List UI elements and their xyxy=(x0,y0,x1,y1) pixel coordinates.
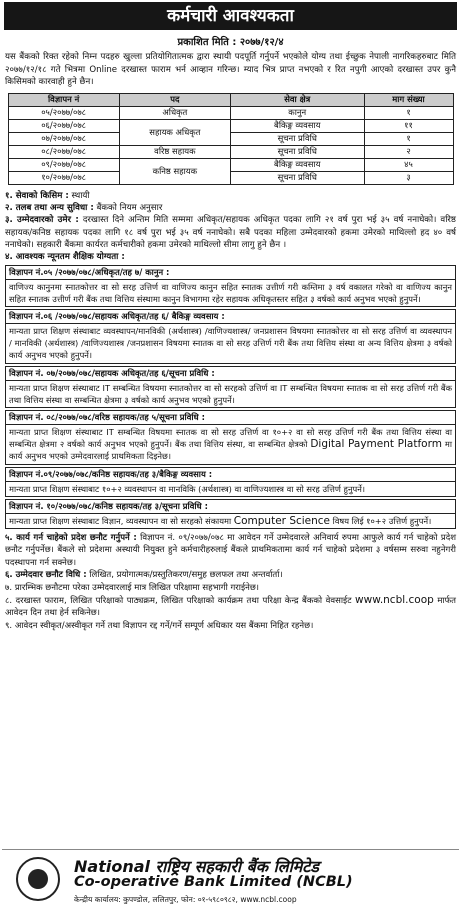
demand-count: २ xyxy=(364,145,453,158)
post: वरिष्ठ सहायक xyxy=(119,145,230,158)
qualification-heading-05: विज्ञापन नं.०५ /२०७७/०७८/अधिकृत/तह ७/ कानुन : xyxy=(6,266,455,280)
qualification-heading-08: विज्ञापन नं. ०८/२०७७/०७८/वरिष्ठ सहायक/तह ५/सूचना प्रविधि : xyxy=(6,411,455,425)
qualification-box-06 xyxy=(5,309,456,364)
vacancy-table xyxy=(8,93,454,185)
adv-no: ०५/२०७७/०७८ xyxy=(8,106,119,119)
candidate-age: ३. उम्मेदवारको उमेर : दरखास्त दिने अन्तिम मिति सम्ममा अधिकृत/सहायक अधिकृत पदका लागि २१ वर्ष पुरा भई ३५ वर्ष ननाघेको। वरिष्ठ सहायक/कनिष्ठ सहायक पदका लागि १८ वर्ष पुरा भई ३५ वर्ष ननाघेको। सबै पदका महिला उम्मेदवारको हकमा उमेरको माथिल्लो हद ४० वर्ष ननाघेको। सहकारी बैंकमा कार्यरत कर्मचारीको हकमा उमेरको माथिल्लो सीमा लागु हुने छैन । xyxy=(5,215,456,250)
qualification-heading-06: विज्ञापन नं.०६ /२०७७/०७८/सहायक अधिकृत/तह ६/ बैकिङ्ग व्यवसाय : xyxy=(6,310,455,324)
table-row xyxy=(8,132,453,145)
conditions-list xyxy=(5,190,456,264)
qualification-box-08 xyxy=(5,410,456,465)
service-area: कानुन xyxy=(231,106,365,119)
qualification-text-05: वाणिज्य कानुनमा स्नातकोत्तर वा सो सरह उत्तिर्ण वा वाणिज्य कानुन सहित स्नातक उत्तीर्ण गरी कम्तिमा ३ वर्ष वकालत गरेको वा वाणिज्य कानुन सहित स्नातक उत्तीर्ण गरी बैंक तथा वित्तिय संस्थामा कानुन विभागमा रहेर सहायक अधिकृतस्तर सहित ३ वर्षको कार्य अनुभव भएको हुनुपर्ने। xyxy=(9,281,452,304)
qualification-box-09 xyxy=(5,467,456,497)
qualification-text-09: मान्यता प्राप्त शिक्षण संस्थाबाट १०+२ व्यवस्थापन वा मानविकि (अर्थशास्त्र) वा वाणिज्यशास्त्र वा सो सरह उत्तिर्ण हुनुपर्ने। xyxy=(9,483,366,494)
computer-science: Computer Science xyxy=(233,514,331,527)
adv-no: ०६/२०७७/०७८ xyxy=(8,119,119,132)
qualification-text-07: मान्यता प्राप्त शिक्षण संस्थाबाट IT सम्बन्धित विषयमा स्नातकोत्तर वा सो सरहको उत्तिर्ण वा IT सम्बन्धित विषयमा स्नातक वा सो सरह उत्तिर्ण गरी बैंक तथा वित्तिय संस्था वा सम्बन्धित क्षेत्रमा ३ वर्षको कार्य अनुभव भएको हुनुपर्ने। xyxy=(9,382,452,405)
job-vacancy-notice xyxy=(2,2,459,912)
application-website: ८. दरखास्त फाराम, लिखित परिक्षाको पाठ्यक्रम, लिखित परिक्षाको कार्यक्रम तथा परिक्षा केन्द्र बैंकको वेवसाईट www.ncbl.coop मार्फत आवेदन दिन तथा हेर्न सकिनेछ। xyxy=(5,594,456,619)
bank-name-line1: National राष्ट्रिय सहकारी बैंक लिमिटेड xyxy=(74,857,319,876)
col-service-area: सेवा क्षेत्र xyxy=(231,93,365,106)
demand-count: १ xyxy=(364,132,453,145)
table-row xyxy=(8,145,453,158)
bank-name-line2: Co-operative Bank Limited (NCBL) xyxy=(74,874,353,890)
qualification-text-10: मान्यता प्राप्त शिक्षण संस्थाबाट विज्ञान, व्यवस्थापन वा सो सरहको संकायमा Computer Science विषय लिई १०+२ उत्तिर्ण हुनुपर्ने। xyxy=(9,514,432,527)
demand-count: ११ xyxy=(364,119,453,132)
notice-title: कर्मचारी आवश्यकता xyxy=(4,2,457,30)
qualification-heading-09: विज्ञापन नं.०९/२०७७/०७८/कनिष्ठ सहायक/तह ३/बैकिङ्ग व्यवसाय : xyxy=(6,468,455,482)
demand-count: ३ xyxy=(364,171,453,184)
col-demand-count: माग संख्या xyxy=(364,93,453,106)
qualification-heading: ४. आवश्यक न्यूनतम शैक्षिक योग्यता : xyxy=(5,252,125,263)
publication-date: प्रकाशित मिति : २०७७/१२/४ xyxy=(177,37,284,48)
bank-rights: ९. आवेदन स्वीकृत/अस्वीकृत गर्ने तथा विज्ञापन रद्द गर्ने/गर्ने सम्पूर्ण अधिकार यस बैंकमा निहित रहनेछ। xyxy=(5,620,314,631)
adv-no: ०९/२०७७/०७८ xyxy=(8,158,119,171)
bank-footer xyxy=(2,849,459,912)
qualification-text-08: मान्यता प्राप्त शिक्षण संस्थाबाट IT सम्बन्धित विषयमा स्नातक वा सो सरह उत्तिर्ण वा १०+२ वा सो सरह उत्तिर्ण गरी बैंक तथा वित्तिय संस्था वा सम्बन्धित क्षेत्रमा २ वर्षको कार्य अनुभव भएको हुनुपर्ने। बैंक तथा वित्तिय संस्था, वा सम्बन्धित क्षेत्रको Digital Payment Platform मा कार्य अनुभव भएको उम्मेदवारलाई प्राथमिकता दिइनेछ। xyxy=(9,426,453,462)
service-area: सूचना प्रविधि xyxy=(231,132,365,145)
service-area: सूचना प्रविधि xyxy=(231,171,365,184)
qualification-text-06: मान्यता प्राप्त शिक्षण संस्थाबाट व्यवस्थापन/मानविकी (अर्थशास्त्र) /वाणिज्यशास्त्र/ जनप्रशासन विषयमा स्नातकोत्तर वा सो सरह उत्तिर्ण वा व्यवस्थापन / मानविकी (अर्थशास्त्र) /वाणिज्यशास्त्र /जनप्रशासन विषयमा स्नातक वा सो सरह उत्तिर्ण गरी बैंक तथा वित्तिय संस्था वा अन्य वित्तिय क्षेत्रमा ३ वर्षको कार्य अनुभव भएको हुनुपर्ने। xyxy=(9,325,452,361)
adv-no: १०/२०७७/०७८ xyxy=(8,171,119,184)
additional-conditions xyxy=(5,532,456,632)
post: सहायक अधिकृत xyxy=(119,119,230,145)
demand-count: १ xyxy=(364,106,453,119)
service-area: बैकिङ्ग व्यवसाय xyxy=(231,119,365,132)
post: अधिकृत xyxy=(119,106,230,119)
qualification-box-05 xyxy=(5,265,456,307)
demand-count: ४५ xyxy=(364,158,453,171)
service-type: १. सेवाको किसिम : स्थायी xyxy=(5,190,90,201)
adv-no: ०७/२०७७/०७८ xyxy=(8,132,119,145)
table-row xyxy=(8,119,453,132)
vacancy-table-header xyxy=(8,93,453,106)
post: कनिष्ठ सहायक xyxy=(119,158,230,184)
selection-method: ६. उम्मेदवार छनौट विधि : लिखित, प्रयोगात्मक/प्रस्तुतिकरण/समुह छलफल तथा अन्तर्वार्ता। xyxy=(5,570,283,581)
adv-no: ०८/२०७७/०७८ xyxy=(8,145,119,158)
col-post: पद xyxy=(119,93,230,106)
col-adv-no: विज्ञापन नं xyxy=(8,93,119,106)
intro-paragraph: यस बैंकको रिक्त रहेको निम्न पदहरु खुल्ला प्रतियोगितात्मक द्वारा स्थायी पदपूर्ति गर्नुपर्ने भएकोले योग्य तथा ईच्छुक नेपाली नागरिकहरुबाट मिति २०७७/१२/१८ गते भित्रमा Online दरखास्त फाराम भर्न आव्हान गरिन्छ। म्याद भित्र प्राप्त नभएको र रित नपुगी आएको दरखास्त उपर कुनै किसिमको कारवाही हुने छैन। xyxy=(5,52,456,88)
service-area: सूचना प्रविधि xyxy=(231,145,365,158)
preliminary-selection: ७. प्रारम्भिक छनौटमा परेका उम्मेदवारलाई मात्र लिखित परिक्षामा सहभागी गराईनेछ। xyxy=(5,582,260,593)
ncbl-logo-icon xyxy=(16,857,60,901)
website-link[interactable]: www.ncbl.coop xyxy=(355,594,434,607)
digital-payment-platform: Digital Payment Platform xyxy=(310,438,442,451)
table-row xyxy=(8,106,453,119)
service-area: बैकिङ्ग व्यवसाय xyxy=(231,158,365,171)
qualification-box-07 xyxy=(5,366,456,408)
province-selection: ५. कार्य गर्न चाहेको प्रदेश छनौट गर्नुपर्ने : विज्ञापन नं. ०९/२०७७/०७८ मा आवेदन गर्ने उम्मेदवारले अनिवार्य रुपमा आफुले कार्य गर्न चाहेको प्रदेश छनौट गर्नुपर्नेछ। बैंकले सो प्रदेशमा अस्थायी नियुक्त हुने कर्मचारीहरुलाई बैंकले प्राथमिकतामा कार्य गर्न चाहेको प्रदेशमा ३ वर्षसम्म सरुवा नहुनेगरी पदस्थापना गर्न सक्नेछ। xyxy=(5,533,456,568)
bank-address: केन्द्रीय कार्यालय: कुपण्डोल, ललितपुर, फोन: ०१-५९८०९८२, www.ncbl.coop xyxy=(74,895,297,904)
table-row xyxy=(8,158,453,171)
table-row xyxy=(8,171,453,184)
qualification-heading-10: विज्ञापन नं. १०/२०७७/०७८/कनिष्ठ सहायक/तह ३/सूचना प्रविधि : xyxy=(6,500,455,514)
qualification-box-10 xyxy=(5,499,456,529)
salary-benefits: २. तलब तथा अन्य सुविधा : बैंकको नियम अनुसार xyxy=(5,203,163,214)
qualification-heading-07: विज्ञापन नं. ०७/२०७७/०७८/सहायक अधिकृत/तह ६/सूचना प्रविधि : xyxy=(6,367,455,381)
